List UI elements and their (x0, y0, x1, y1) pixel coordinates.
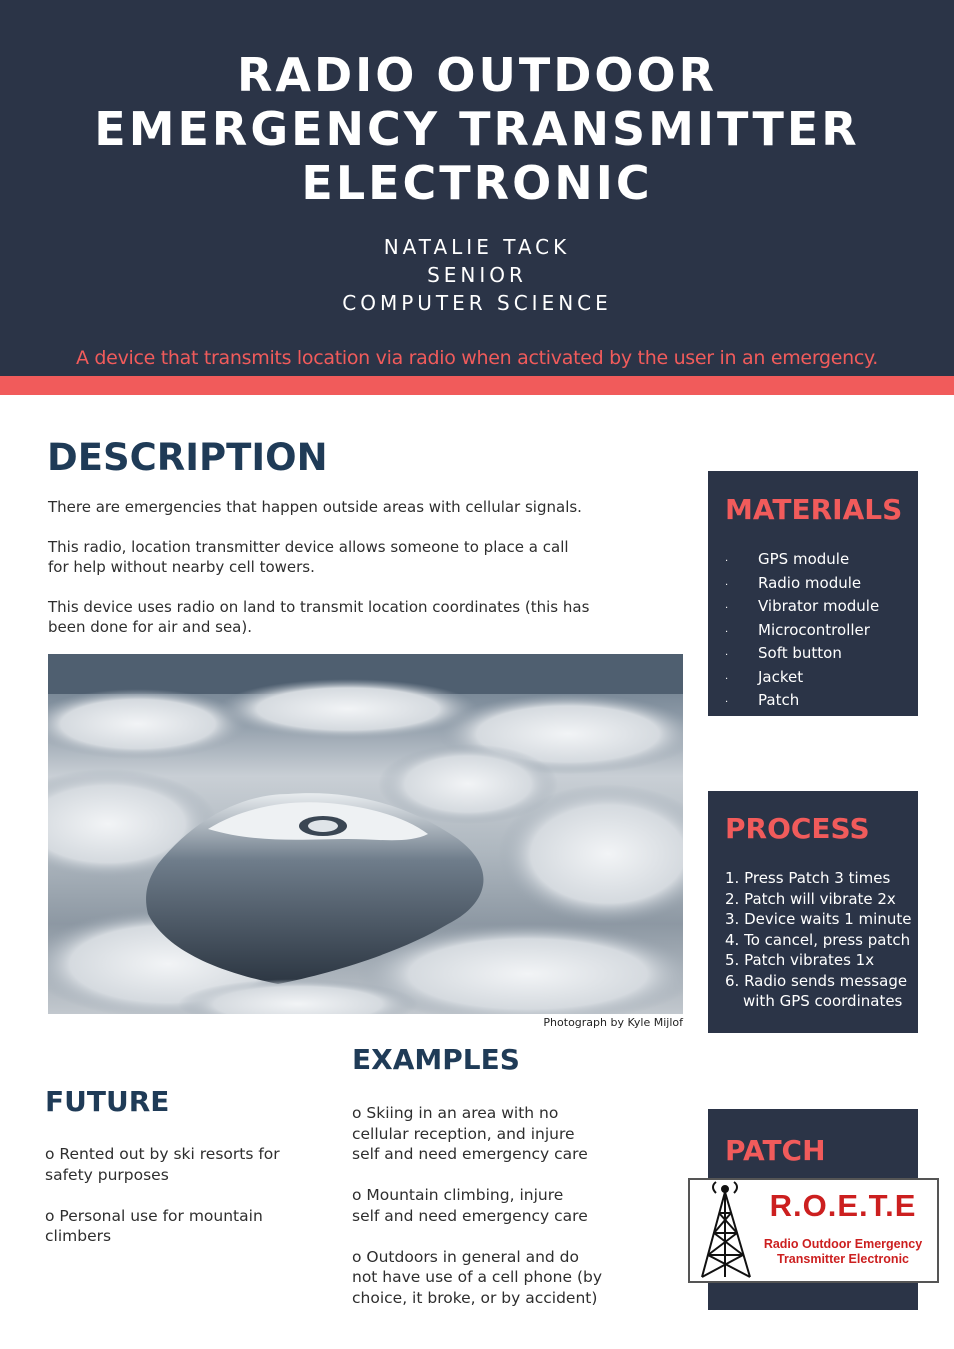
examples-list (352, 1103, 682, 1329)
text-line: This radio, location transmitter device allows someone to place a call (48, 538, 569, 556)
mountain-photo (48, 654, 683, 1014)
list-item: o Mountain climbing, injure self and need emergency care (352, 1186, 588, 1225)
author-block (0, 233, 954, 317)
list-item: with GPS coordinates (743, 992, 903, 1010)
author-year: SENIOR (427, 263, 527, 287)
process-panel (708, 791, 918, 1033)
list-item: · Jacket (725, 667, 804, 686)
examples-heading: EXAMPLES (352, 1043, 520, 1076)
list-item: 2. Patch will vibrate 2x (725, 889, 896, 908)
list-item: · Microcontroller (725, 620, 870, 639)
list-item: o Personal use for mountain climbers (45, 1206, 263, 1245)
logo-name: R.O.E.T.E (769, 1188, 917, 1223)
description-paragraph (48, 497, 688, 517)
list-item: 1. Press Patch 3 times (725, 869, 891, 887)
future-heading: FUTURE (45, 1085, 170, 1118)
patch-heading: PATCH (725, 1134, 826, 1167)
title-line: RADIO OUTDOOR (236, 48, 718, 102)
accent-divider (0, 376, 954, 395)
description-text (48, 497, 688, 657)
description-paragraph (48, 537, 688, 577)
process-list (725, 868, 911, 1012)
logo-subtitle: Radio Outdoor Emergency Transmitter Electronic (763, 1237, 923, 1266)
list-item: 5. Patch vibrates 1x (725, 951, 875, 969)
list-item: · Radio module (725, 573, 862, 592)
description-paragraph (48, 597, 688, 637)
materials-heading: MATERIALS (725, 493, 903, 526)
list-item: · Soft button (725, 644, 842, 662)
list-item: o Skiing in an area with no cellular reception, and injure self and need emergency care (352, 1104, 588, 1163)
text-line: There are emergencies that happen outside areas with cellular signals. (48, 498, 582, 516)
radio-tower-icon (694, 1181, 758, 1282)
text-line: This device uses radio on land to transmit location coordinates (this has (48, 598, 590, 616)
tagline: A device that transmits location via radio when activated by the user in an emergency. (75, 347, 879, 369)
text-line: for help without nearby cell towers. (48, 558, 315, 576)
author-major: COMPUTER SCIENCE (342, 291, 612, 315)
process-heading: PROCESS (725, 812, 870, 845)
future-list (45, 1144, 335, 1267)
poster-title (0, 48, 954, 210)
materials-panel (708, 471, 918, 716)
list-item: · Vibrator module (725, 597, 880, 615)
roete-logo (688, 1178, 939, 1283)
list-item: 4. To cancel, press patch (725, 930, 911, 949)
photo-credit: Photograph by Kyle Mijlof (543, 1016, 683, 1029)
author-name: NATALIE TACK (383, 235, 571, 259)
list-item: 3. Device waits 1 minute (725, 910, 912, 928)
list-item: o Outdoors in general and do not have use of a cell phone (by choice, it broke, or by accident) (352, 1247, 603, 1307)
list-item: 6. Radio sends message (725, 971, 908, 990)
list-item: · Patch (725, 691, 800, 709)
text-line: been done for air and sea). (48, 618, 252, 636)
materials-list (725, 549, 879, 714)
description-heading: DESCRIPTION (47, 436, 328, 479)
title-line: ELECTRONIC (301, 156, 653, 210)
mountain-photo-illustration (48, 654, 683, 1014)
title-line: EMERGENCY TRANSMITTER (94, 102, 860, 156)
list-item: o Rented out by ski resorts for safety purposes (45, 1145, 280, 1184)
list-item: · GPS module (725, 550, 850, 568)
